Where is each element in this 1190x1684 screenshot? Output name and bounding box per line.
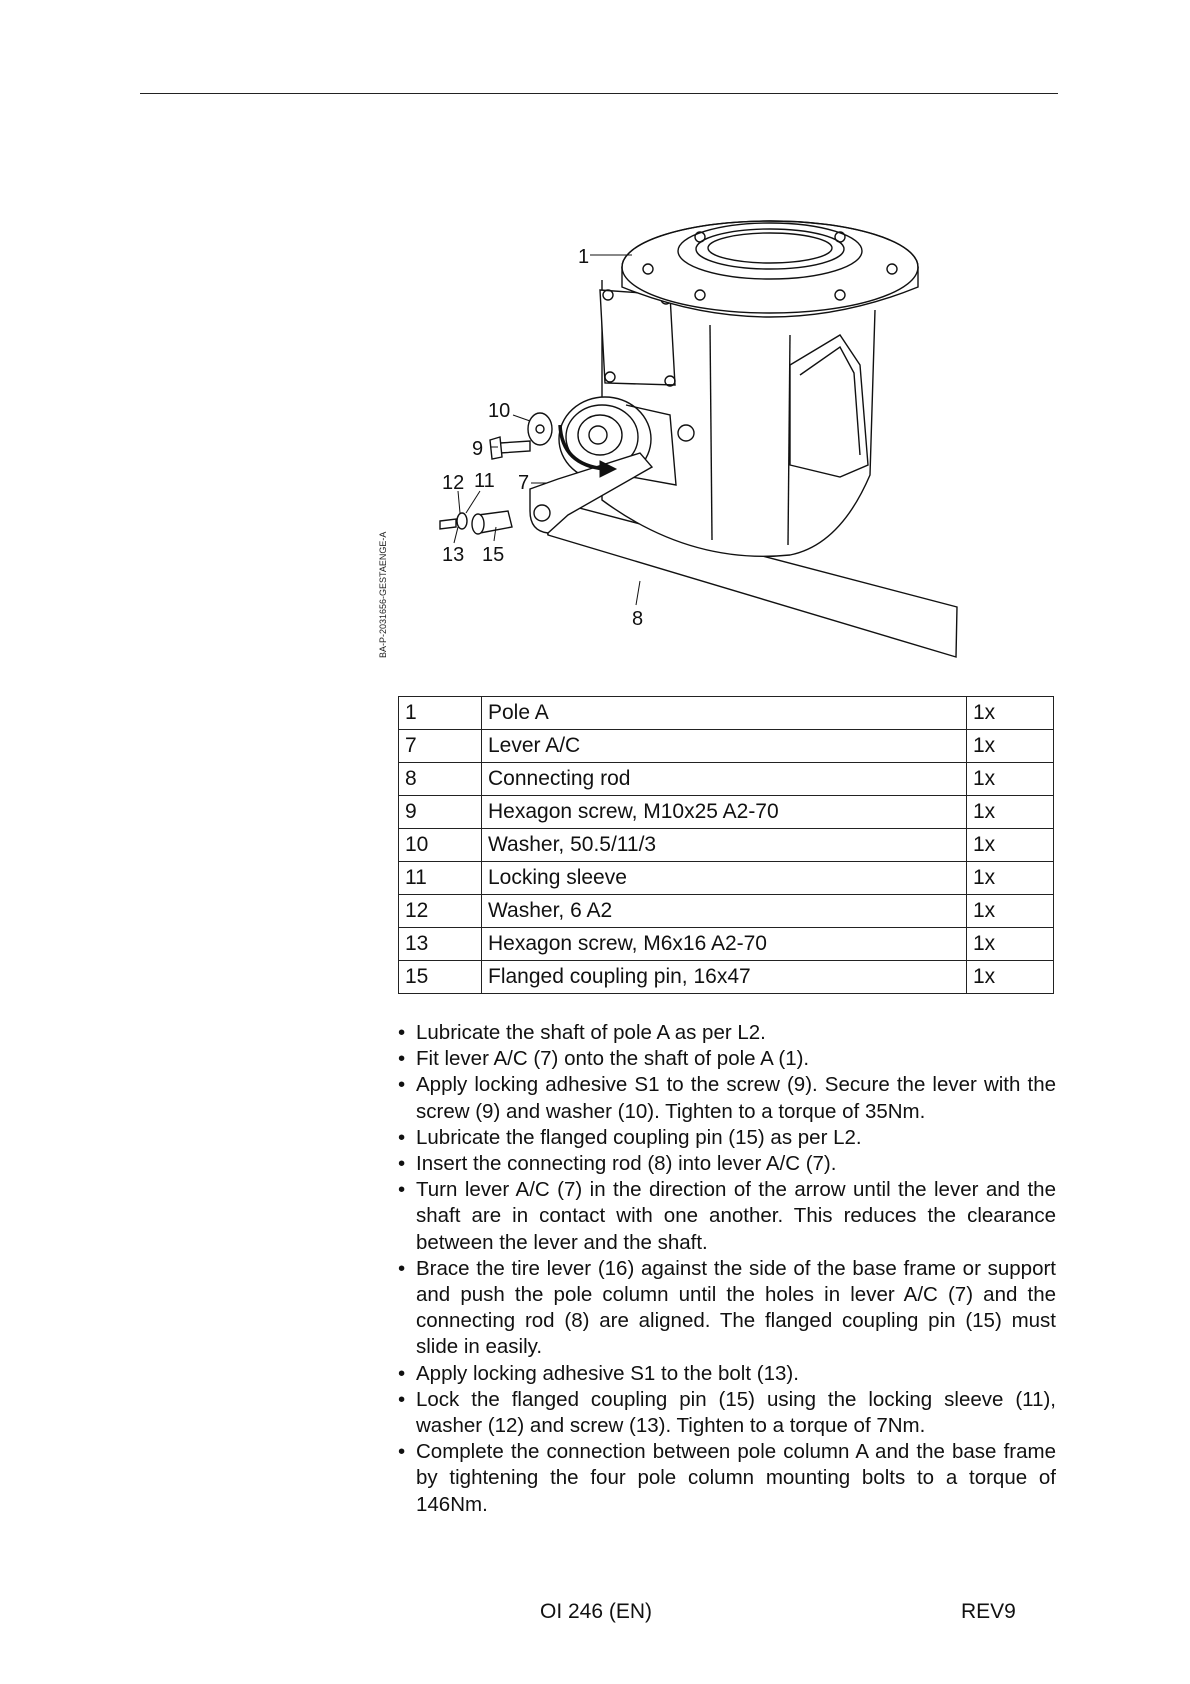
screw-9-shape	[500, 441, 530, 453]
parts-table	[398, 696, 1054, 994]
part-quantity: 1x	[967, 829, 1054, 862]
washer-12-shape	[457, 513, 467, 529]
instruction-step: • Turn lever A/C (7) in the direction of the arrow until the lever and the shaft are in contact with one another. This reduces the clearance between the lever and the shaft.	[396, 1177, 1056, 1256]
screw-13-shape	[440, 519, 456, 529]
table-row	[399, 796, 1054, 829]
table-row	[399, 763, 1054, 796]
part-quantity: 1x	[967, 928, 1054, 961]
instruction-step: • Lubricate the shaft of pole A as per L2.	[396, 1020, 1056, 1046]
part-number: 12	[399, 895, 482, 928]
part-quantity: 1x	[967, 697, 1054, 730]
table-row	[399, 697, 1054, 730]
part-number: 11	[399, 862, 482, 895]
part-quantity: 1x	[967, 961, 1054, 994]
table-row	[399, 961, 1054, 994]
table-row	[399, 730, 1054, 763]
part-description: Locking sleeve	[482, 862, 967, 895]
figure-id: BA-P-2031656-GESTAENGE-A	[378, 531, 388, 658]
part-number: 15	[399, 961, 482, 994]
part-number: 8	[399, 763, 482, 796]
part-number: 10	[399, 829, 482, 862]
instruction-step: • Fit lever A/C (7) onto the shaft of pole A (1).	[396, 1046, 1056, 1072]
part-description: Pole A	[482, 697, 967, 730]
table-row	[399, 829, 1054, 862]
part-number: 9	[399, 796, 482, 829]
part-number: 1	[399, 697, 482, 730]
callout-8: 8	[632, 608, 644, 630]
part-description: Washer, 6 A2	[482, 895, 967, 928]
assembly-illustration	[370, 215, 990, 665]
callout-15: 15	[482, 544, 505, 566]
part-description: Lever A/C	[482, 730, 967, 763]
part-number: 13	[399, 928, 482, 961]
part-description: Connecting rod	[482, 763, 967, 796]
footer-document-id: OI 246 (EN)	[540, 1600, 653, 1623]
part-quantity: 1x	[967, 730, 1054, 763]
part-number: 7	[399, 730, 482, 763]
part-quantity: 1x	[967, 763, 1054, 796]
instruction-step: • Insert the connecting rod (8) into lever A/C (7).	[396, 1151, 1056, 1177]
callout-11: 11	[474, 470, 495, 492]
instruction-step: • Lubricate the flanged coupling pin (15) as per L2.	[396, 1125, 1056, 1151]
table-row	[399, 895, 1054, 928]
callout-9: 9	[472, 438, 484, 460]
instruction-list	[396, 1020, 1056, 1518]
footer-revision: REV9	[961, 1600, 1016, 1623]
callout-12: 12	[442, 472, 465, 494]
instruction-step: • Complete the connection between pole column A and the base frame by tightening the four pole column mounting bolts to a torque of 146Nm.	[396, 1439, 1056, 1518]
instruction-step: • Brace the tire lever (16) against the side of the base frame or support and push the pole column until the holes in lever A/C (7) and the connecting rod (8) are aligned. The flanged coupling pin (15) must slide in easily.	[396, 1256, 1056, 1361]
callout-1: 1	[578, 246, 590, 268]
part-quantity: 1x	[967, 796, 1054, 829]
callout-10: 10	[488, 400, 511, 422]
washer-10-shape	[528, 413, 552, 445]
instruction-step: • Lock the flanged coupling pin (15) using the locking sleeve (11), washer (12) and screw (13). Tighten to a torque of 7Nm.	[396, 1387, 1056, 1439]
part-description: Flanged coupling pin, 16x47	[482, 961, 967, 994]
part-quantity: 1x	[967, 895, 1054, 928]
instruction-step: • Apply locking adhesive S1 to the screw (9). Secure the lever with the screw (9) and washer (10). Tighten to a torque of 35Nm.	[396, 1072, 1056, 1124]
part-description: Hexagon screw, M10x25 A2-70	[482, 796, 967, 829]
part-quantity: 1x	[967, 862, 1054, 895]
part-description: Washer, 50.5/11/3	[482, 829, 967, 862]
table-row	[399, 928, 1054, 961]
part-description: Hexagon screw, M6x16 A2-70	[482, 928, 967, 961]
instruction-step: • Apply locking adhesive S1 to the bolt (13).	[396, 1361, 1056, 1387]
gearbox-cover-shape	[600, 290, 675, 385]
callout-13: 13	[442, 544, 465, 566]
table-row	[399, 862, 1054, 895]
callout-7: 7	[518, 472, 530, 494]
header-rule	[140, 93, 1058, 94]
